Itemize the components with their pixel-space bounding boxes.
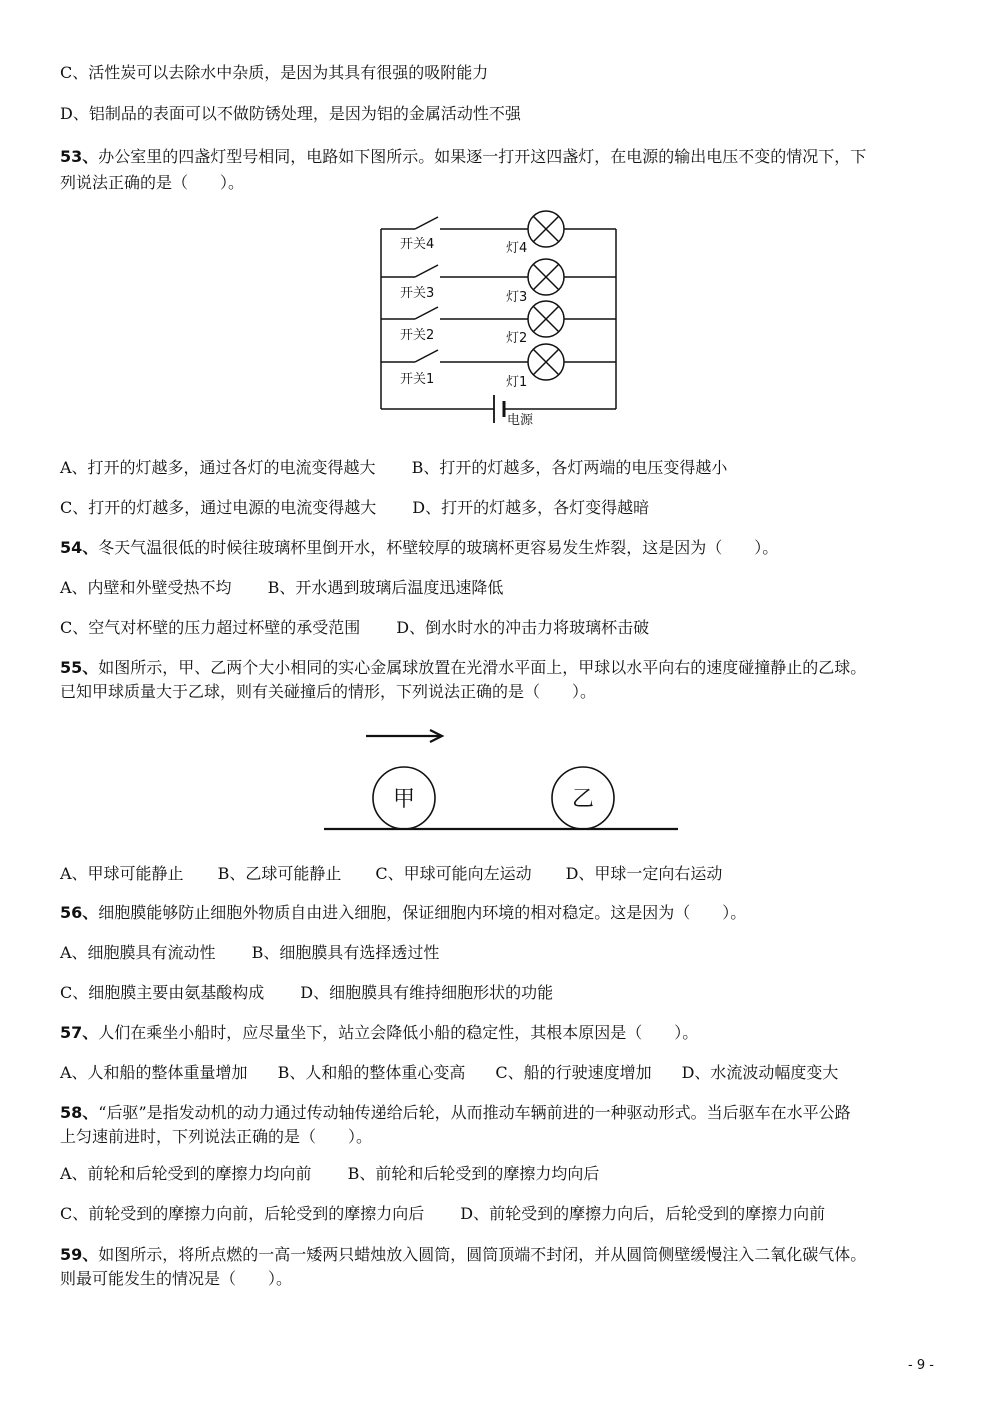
question-57-options — [60, 1062, 838, 1084]
question-56-option-b: B、细胞膜具有选择透过性 — [251, 943, 440, 962]
question-58-option-b: B、前轮和后轮受到的摩擦力均向后 — [347, 1164, 600, 1183]
question-54-line1: 冬天气温很低的时候往玻璃杯里倒开水，杯壁较厚的玻璃杯更容易发生炸裂，这是因为（ ）。 — [98, 538, 779, 557]
question-54-options-row2 — [60, 617, 649, 639]
switch-3-label: 开关3 — [400, 286, 435, 301]
question-56-line1: 细胞膜能够防止细胞外物质自由进入细胞，保证细胞内环境的相对稳定。这是因为（ ）。 — [98, 903, 747, 922]
question-56-option-c: C、细胞膜主要由氨基酸构成 — [60, 983, 265, 1002]
question-58-option-a: A、前轮和后轮受到的摩擦力均向前 — [60, 1164, 312, 1183]
question-53-option-b: B、打开的灯越多，各灯两端的电压变得越小 — [411, 458, 728, 477]
question-55-options — [60, 863, 722, 885]
question-53-option-c: C、打开的灯越多，通过电源的电流变得越大 — [60, 498, 377, 517]
collision-diagram — [320, 722, 685, 837]
question-58-option-d: D、前轮受到的摩擦力向后，后轮受到的摩擦力向前 — [460, 1204, 826, 1223]
question-53-options-row1 — [60, 457, 727, 479]
circuit-diagram — [370, 205, 630, 435]
question-53-option-d: D、打开的灯越多，各灯变得越暗 — [412, 498, 650, 517]
question-58-options-row2 — [60, 1203, 825, 1225]
switch-1-label: 开关1 — [400, 372, 435, 387]
question-55-line2: 已知甲球质量大于乙球，则有关碰撞后的情形，下列说法正确的是（ ）。 — [60, 682, 597, 701]
question-58-option-c: C、前轮受到的摩擦力向前，后轮受到的摩擦力向后 — [60, 1204, 425, 1223]
question-53-number: 53、 — [60, 147, 99, 166]
question-56-number: 56、 — [60, 903, 99, 922]
question-53-line2: 列说法正确的是（ ）。 — [60, 173, 245, 192]
question-54-option-a: A、内壁和外壁受热不均 — [60, 578, 232, 597]
question-59-number: 59、 — [60, 1245, 99, 1264]
prev-option-c: C、活性炭可以去除水中杂质，是因为其具有很强的吸附能力 — [60, 63, 489, 82]
ball-jia-label: 甲 — [392, 787, 416, 812]
question-57-option-b: B、人和船的整体重心变高 — [277, 1063, 466, 1082]
question-54-text — [60, 537, 778, 559]
question-55-option-a: A、甲球可能静止 — [60, 864, 184, 883]
question-57-option-c: C、船的行驶速度增加 — [495, 1063, 652, 1082]
question-56-option-a: A、细胞膜具有流动性 — [60, 943, 216, 962]
question-58-number: 58、 — [60, 1103, 99, 1122]
question-54-option-d: D、倒水时水的冲击力将玻璃杯击破 — [396, 618, 650, 637]
question-57-text — [60, 1022, 698, 1044]
question-57-option-a: A、人和船的整体重量增加 — [60, 1063, 248, 1082]
question-58-line1: “后驱”是指发动机的动力通过传动轴传递给后轮，从而推动车辆前进的一种驱动形式。当后驱车在水平公路 — [98, 1103, 851, 1122]
question-53-option-a: A、打开的灯越多，通过各灯的电流变得越大 — [60, 458, 376, 477]
question-53-options-row2 — [60, 497, 649, 519]
question-53-line1: 办公室里的四盏灯型号相同，电路如下图所示。如果逐一打开这四盏灯，在电源的输出电压不变的情况下，下 — [98, 147, 867, 166]
lamp-2-label: 灯2 — [506, 331, 528, 346]
question-58-options-row1 — [60, 1163, 599, 1185]
question-57-number: 57、 — [60, 1023, 99, 1042]
switch-4-label: 开关4 — [400, 237, 435, 252]
question-55-text — [60, 657, 866, 679]
question-59-line1: 如图所示，将所点燃的一高一矮两只蜡烛放入圆筒，圆筒顶端不封闭，并从圆筒侧壁缓慢注入二氧化碳气体。 — [98, 1245, 867, 1264]
ball-yi-label: 乙 — [571, 787, 595, 812]
prev-option-d: D、铝制品的表面可以不做防锈处理，是因为铝的金属活动性不强 — [60, 104, 521, 123]
question-58-line2: 上匀速前进时，下列说法正确的是（ ）。 — [60, 1127, 373, 1146]
question-58-text — [60, 1102, 851, 1124]
question-53-text — [60, 146, 866, 168]
lamp-4-label: 灯4 — [506, 241, 528, 256]
question-55-number: 55、 — [60, 658, 99, 677]
question-54-number: 54、 — [60, 538, 99, 557]
question-54-options-row1 — [60, 577, 503, 599]
question-57-line1: 人们在乘坐小船时，应尽量坐下，站立会降低小船的稳定性，其根本原因是（ ）。 — [98, 1023, 699, 1042]
lamp-1-label: 灯1 — [506, 375, 528, 390]
question-56-options-row2 — [60, 982, 553, 1004]
page-number: - 9 - — [908, 1358, 934, 1373]
question-55-option-b: B、乙球可能静止 — [217, 864, 342, 883]
question-55-option-d: D、甲球一定向右运动 — [565, 864, 723, 883]
question-55-option-c: C、甲球可能向左运动 — [375, 864, 532, 883]
switch-2-label: 开关2 — [400, 328, 435, 343]
question-55-line1: 如图所示，甲、乙两个大小相同的实心金属球放置在光滑水平面上，甲球以水平向右的速度碰撞静止的乙球。 — [98, 658, 867, 677]
question-56-option-d: D、细胞膜具有维持细胞形状的功能 — [300, 983, 554, 1002]
power-source-label: 电源 — [507, 413, 534, 428]
question-54-option-c: C、空气对杯壁的压力超过杯壁的承受范围 — [60, 618, 361, 637]
lamp-3-label: 灯3 — [506, 290, 528, 305]
question-54-option-b: B、开水遇到玻璃后温度迅速降低 — [267, 578, 504, 597]
question-56-options-row1 — [60, 942, 439, 964]
question-56-text — [60, 902, 746, 924]
question-57-option-d: D、水流波动幅度变大 — [681, 1063, 839, 1082]
question-59-text — [60, 1244, 866, 1266]
question-59-line2: 则最可能发生的情况是（ ）。 — [60, 1269, 293, 1288]
